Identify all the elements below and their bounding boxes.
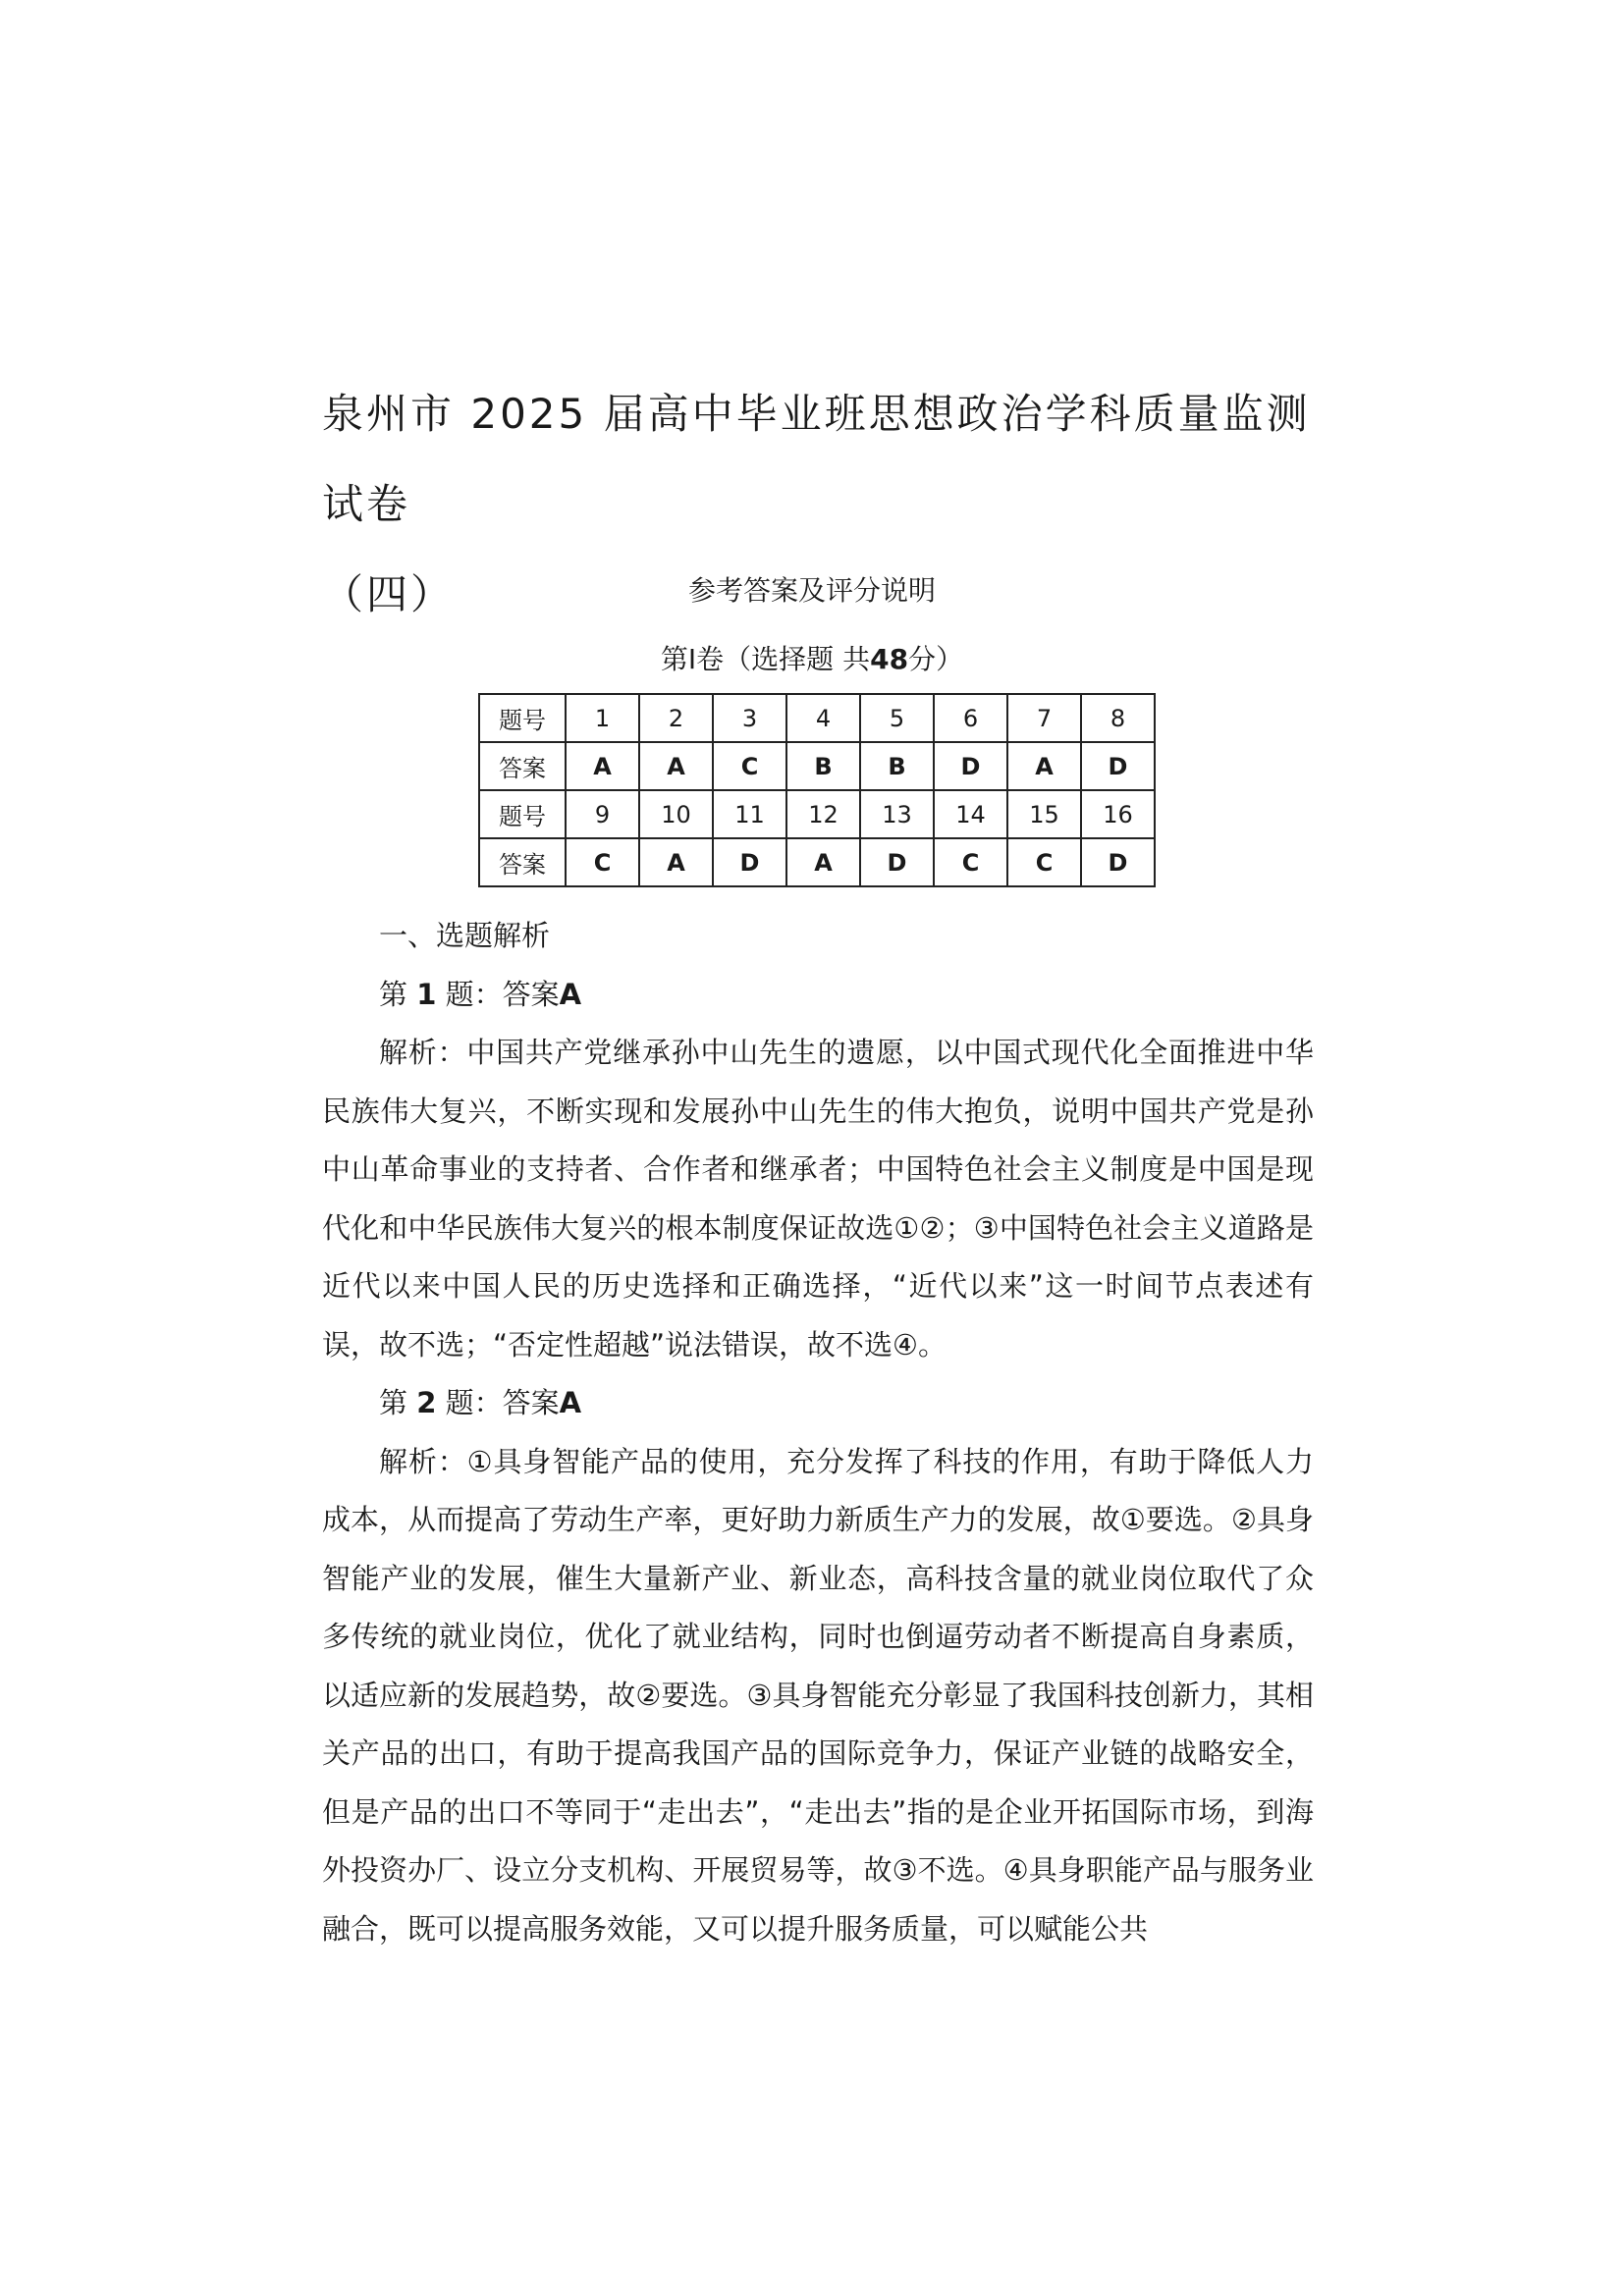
q2-label-prefix: 第 <box>379 1386 408 1419</box>
answer-cell: D <box>934 742 1007 790</box>
question-number: 16 <box>1081 790 1155 838</box>
answer-cell: A <box>566 742 639 790</box>
answer-key-subtitle: 参考答案及评分说明 <box>687 574 936 607</box>
row-label-number: 题号 <box>479 790 566 838</box>
question-number: 7 <box>1007 694 1081 742</box>
section-total-score: 48 <box>870 643 909 675</box>
answer-cell: D <box>860 838 934 886</box>
answer-cell: C <box>713 742 786 790</box>
question-number: 8 <box>1081 694 1155 742</box>
row-label-answer: 答案 <box>479 838 566 886</box>
question-1-label <box>322 966 1314 1025</box>
question-number: 3 <box>713 694 786 742</box>
table-row <box>479 790 1155 838</box>
title-line-1: 泉州市 2025 届高中毕业班思想政治学科质量监测试卷 <box>322 390 1311 528</box>
section-title <box>0 638 1624 677</box>
question-number: 15 <box>1007 790 1081 838</box>
table-row <box>479 694 1155 742</box>
answer-cell: C <box>566 838 639 886</box>
question-2-analysis: 解析：①具身智能产品的使用，充分发挥了科技的作用，有助于降低人力成本，从而提高了劳动生产率，更好助力新质生产力的发展，故①要选。②具身智能产业的发展，催生大量新产业、新业态，高科技含量的就业岗位取代了众多传统的就业岗位，优化了就业结构，同时也倒逼劳动者不断提高自身素质，以适应新的发展趋势，故②要选。③具身智能充分彰显了我国科技创新力，其相关产品的出口，有助于提高我国产品的国际竞争力，保证产业链的战略安全，但是产品的出口不等同于“走出去”，“走出去”指的是企业开拓国际市场，到海外投资办厂、设立分支机构、开展贸易等，故③不选。④具身职能产品与服务业融合，既可以提高服务效能，又可以提升服务质量，可以赋能公共 <box>322 1444 1314 1946</box>
q1-answer: A <box>559 977 582 1011</box>
question-number: 13 <box>860 790 934 838</box>
question-number: 2 <box>639 694 713 742</box>
question-number: 4 <box>786 694 860 742</box>
question-number: 14 <box>934 790 1007 838</box>
answer-cell: D <box>1081 742 1155 790</box>
answer-cell: D <box>713 838 786 886</box>
question-number: 5 <box>860 694 934 742</box>
row-label-number: 题号 <box>479 694 566 742</box>
section-title-prefix: 第Ⅰ卷（选择题 共 <box>660 643 871 675</box>
answer-cell: A <box>1007 742 1081 790</box>
q2-answer: A <box>559 1386 582 1419</box>
section-title-suffix: 分） <box>908 643 964 675</box>
answer-cell: A <box>639 838 713 886</box>
question-number: 9 <box>566 790 639 838</box>
table-row <box>479 838 1155 886</box>
answer-cell: D <box>1081 838 1155 886</box>
row-label-answer: 答案 <box>479 742 566 790</box>
q1-label-prefix: 第 <box>379 977 408 1011</box>
question-number: 1 <box>566 694 639 742</box>
analysis-body <box>322 907 1314 1958</box>
title-line-2: （四） <box>322 570 456 618</box>
question-1-analysis: 解析：中国共产党继承孙中山先生的遗愿，以中国式现代化全面推进中华民族伟大复兴，不断实现和发展孙中山先生的伟大抱负，说明中国共产党是孙中山革命事业的支持者、合作者和继承者；中国特色社会主义制度是中国是现代化和中华民族伟大复兴的根本制度保证故选①②；③中国特色社会主义道路是近代以来中国人民的历史选择和正确选择，“近代以来”这一时间节点表述有误，故不选；“否定性超越”说法错误，故不选④。 <box>322 1036 1314 1362</box>
question-number: 11 <box>713 790 786 838</box>
answer-cell: A <box>786 838 860 886</box>
answer-table <box>478 693 1156 887</box>
answer-cell: B <box>786 742 860 790</box>
answer-cell: C <box>934 838 1007 886</box>
answer-cell: C <box>1007 838 1081 886</box>
question-number: 12 <box>786 790 860 838</box>
q2-label-mid: 题：答案 <box>445 1386 560 1419</box>
question-number: 6 <box>934 694 1007 742</box>
answer-cell: B <box>860 742 934 790</box>
q1-number: 1 <box>416 977 437 1011</box>
q2-number: 2 <box>416 1386 437 1419</box>
answer-cell: A <box>639 742 713 790</box>
table-row <box>479 742 1155 790</box>
question-number: 10 <box>639 790 713 838</box>
analysis-heading: 一、选题解析 <box>379 919 551 952</box>
question-2-label <box>322 1374 1314 1433</box>
q1-label-mid: 题：答案 <box>445 977 560 1011</box>
